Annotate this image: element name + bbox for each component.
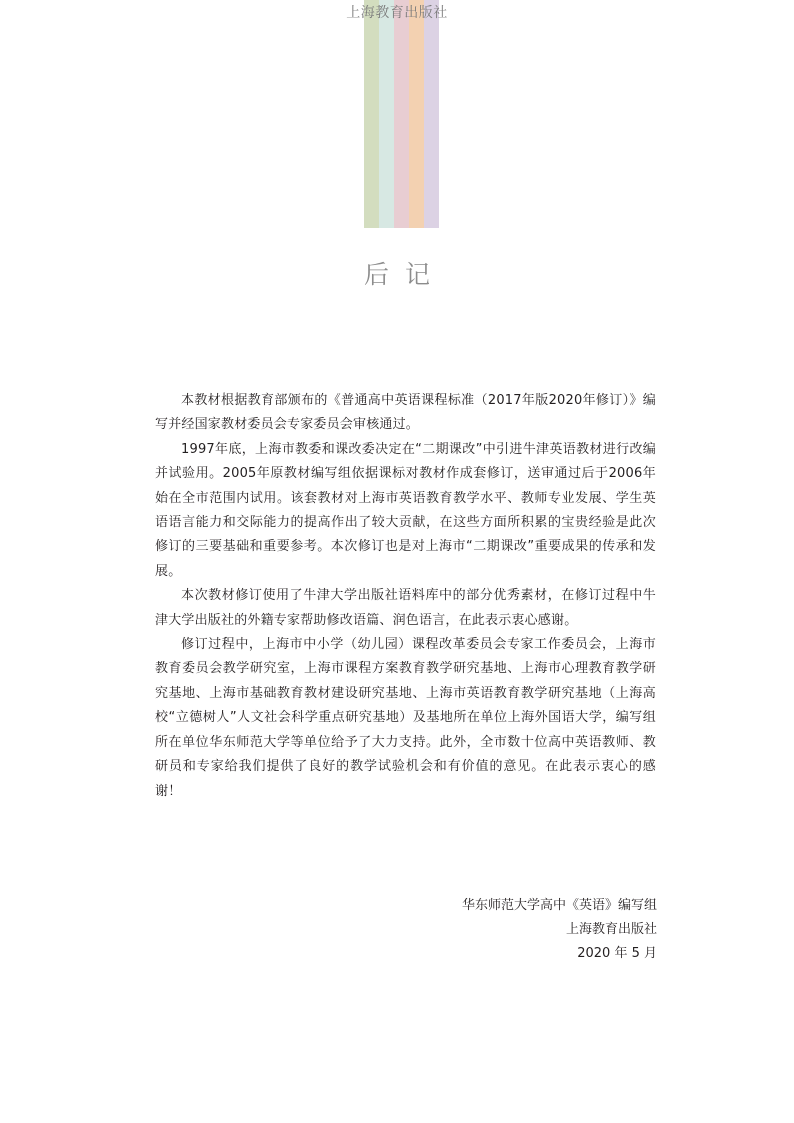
page-title: 后记 xyxy=(363,260,446,289)
signature-block xyxy=(462,894,657,966)
paragraph: 1997年底，上海市教委和课改委决定在“二期课改”中引进牛津英语教材进行改编并试验用。2005年原教材编写组依据课标对教材作成套修订，送审通过后于2006年始在全市范围内试用。该套教材对上海市英语教育教学水平、教师专业发展、学生英语语言能力和交际能力的提高作出了较大贡献，在这些方面所积累的宝贵经验是此次修订的三要基础和重要参考。本次修订也是对上海市“二期课改”重要成果的传承和发展。 xyxy=(155,441,656,579)
signature-date: 2020 年 5 月 xyxy=(577,946,657,961)
running-header: 上海教育出版社 xyxy=(346,5,448,21)
paragraph: 本教材根据教育部颁布的《普通高中英语课程标准（2017年版2020年修订）》编写并经国家教材委员会专家委员会审核通过。 xyxy=(155,393,656,433)
paragraph: 本次教材修订使用了牛津大学出版社语料库中的部分优秀素材，在修订过程中牛津大学出版社的外籍专家帮助修改语篇、润色语言，在此表示衷心感谢。 xyxy=(155,588,656,628)
afterword-body xyxy=(155,389,656,804)
paragraph: 修订过程中，上海市中小学（幼儿园）课程改革委员会专家工作委员会，上海市教育委员会教学研究室，上海市课程方案教育教学研究基地、上海市心理教育教学研究基地、上海市基础教育教材建设研究基地、上海市英语教育教学研究基地（上海高校“立德树人”人文社会科学重点研究基地）及基地所在单位上海外国语大学，编写组所在单位华东师范大学等单位给予了大力支持。此外，全市数十位高中英语教师、教研员和专家给我们提供了良好的教学试验机会和有价值的意见。在此表示衷心的感谢！ xyxy=(155,637,656,799)
signature-editor: 华东师范大学高中《英语》编写组 xyxy=(461,898,657,913)
decorative-color-stripes xyxy=(364,0,439,228)
stripe-1 xyxy=(364,0,379,228)
stripe-4 xyxy=(409,0,424,228)
stripe-2 xyxy=(379,0,394,228)
stripe-5 xyxy=(424,0,439,228)
signature-publisher: 上海教育出版社 xyxy=(565,922,657,937)
stripe-3 xyxy=(394,0,409,228)
